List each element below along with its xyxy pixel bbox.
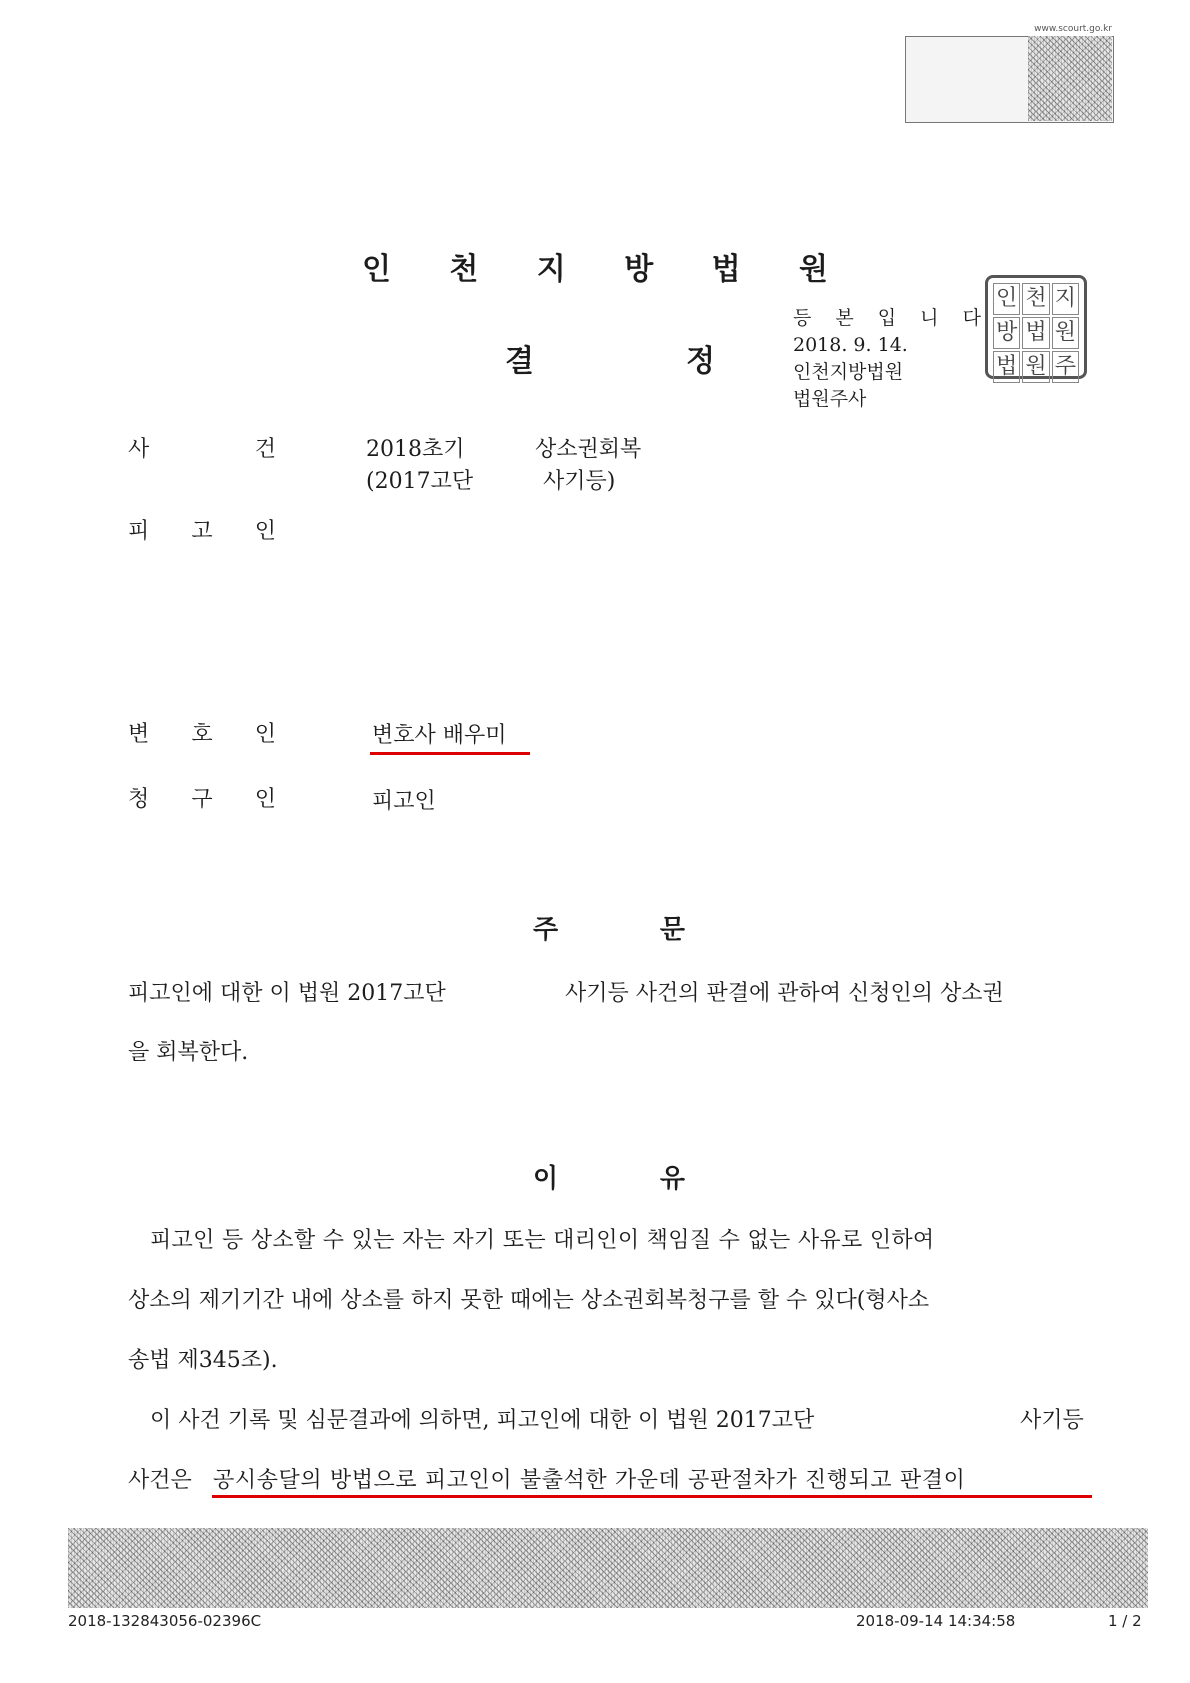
defendant-label-char: 피 xyxy=(128,519,150,544)
case-number: 2018초기 xyxy=(366,437,465,462)
order-heading-char: 문 xyxy=(659,915,685,945)
seal-char: 법 xyxy=(1022,317,1049,349)
seal-char: 지 xyxy=(1052,283,1079,315)
attorney-label-char: 변 xyxy=(128,722,150,747)
footer-security-pattern xyxy=(68,1528,1148,1608)
order-text-line: 사기등 사건의 판결에 관하여 신청인의 상소권 xyxy=(565,981,1004,1006)
seal-char: 주 xyxy=(1052,351,1079,383)
seal-char: 원 xyxy=(1052,317,1079,349)
document-type-right: 정 xyxy=(686,344,715,379)
reason-text-line: 피고인 등 상소할 수 있는 자는 자기 또는 대리인이 책임질 수 없는 사유로 인하여 xyxy=(150,1228,935,1253)
reason-text-line: 이 사건 기록 및 심문결과에 의하면, 피고인에 대한 이 법원 2017고단 xyxy=(150,1408,815,1433)
case-label xyxy=(128,432,276,463)
applicant-label xyxy=(128,782,276,813)
order-text-line: 을 회복한다. xyxy=(128,1040,249,1065)
seal-char: 인 xyxy=(993,283,1020,315)
case-label-char: 건 xyxy=(254,437,276,462)
order-heading-char: 주 xyxy=(533,915,559,945)
defendant-label-char: 고 xyxy=(191,519,213,544)
document-type xyxy=(505,336,715,380)
attorney-label-char: 인 xyxy=(254,722,276,747)
original-case-number: (2017고단 xyxy=(366,469,474,494)
applicant-value: 피고인 xyxy=(372,789,436,814)
applicant-label-char: 청 xyxy=(128,787,150,812)
seal-char: 원 xyxy=(1022,351,1049,383)
barcode-pattern xyxy=(1028,36,1112,121)
reason-text-line: 사기등 xyxy=(1020,1408,1084,1433)
reason-text-line: 상소의 제기기간 내에 상소를 하지 못한 때에는 상소권회복청구를 할 수 있다(형사소 xyxy=(128,1288,930,1313)
attorney-name: 변호사 배우미 xyxy=(372,723,507,748)
reason-underline xyxy=(212,1495,1092,1498)
case-label-char: 사 xyxy=(128,437,150,462)
document-id: 2018-132843056-02396C xyxy=(68,1612,262,1630)
certification-officer: 법원주사 xyxy=(793,388,867,410)
issue-timestamp: 2018-09-14 14:34:58 xyxy=(856,1612,1016,1630)
case-title: 상소권회복 xyxy=(535,437,642,462)
seal-char: 천 xyxy=(1022,283,1049,315)
certification-date: 2018. 9. 14. xyxy=(793,334,908,356)
seal-char: 방 xyxy=(993,317,1020,349)
reason-heading-char: 유 xyxy=(659,1164,685,1194)
seal-char: 법 xyxy=(993,351,1020,383)
attorney-label-char: 호 xyxy=(191,722,213,747)
attorney-label xyxy=(128,717,276,748)
original-case-title: 사기등) xyxy=(543,469,616,494)
certification-block xyxy=(793,305,990,413)
certification-court: 인천지방법원 xyxy=(793,361,904,383)
order-text-line: 피고인에 대한 이 법원 2017고단 xyxy=(128,981,446,1006)
reason-heading xyxy=(533,1158,685,1195)
applicant-label-char: 구 xyxy=(191,787,213,812)
court-name: 인 천 지 방 법 원 xyxy=(361,252,853,287)
order-heading xyxy=(533,909,685,946)
website-url: www.scourt.go.kr xyxy=(1034,24,1112,34)
defendant-label xyxy=(128,514,276,545)
defendant-label-char: 인 xyxy=(254,519,276,544)
attorney-underline xyxy=(370,752,530,755)
reason-text-highlighted: 공시송달의 방법으로 피고인이 불출석한 가운데 공판절차가 진행되고 판결이 xyxy=(213,1468,966,1493)
reason-text-line: 송법 제345조). xyxy=(128,1348,278,1373)
document-type-left: 결 xyxy=(505,344,534,379)
applicant-label-char: 인 xyxy=(254,787,276,812)
page-number: 1 / 2 xyxy=(1108,1612,1142,1630)
court-seal xyxy=(985,275,1087,379)
certification-line: 등 본 입 니 다 xyxy=(793,307,990,329)
reason-text-line: 사건은 xyxy=(128,1468,192,1493)
reason-heading-char: 이 xyxy=(533,1164,559,1194)
